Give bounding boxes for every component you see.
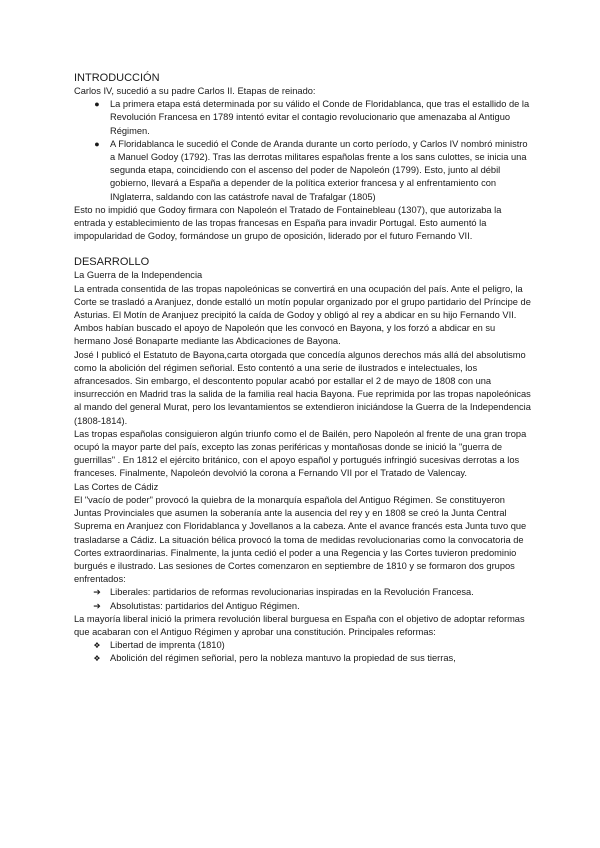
- list-item-text: Liberales: partidarios de reformas revolucionarias inspiradas en la Revolución Francesa.: [110, 587, 474, 598]
- list-item-text: Libertad de imprenta (1810): [110, 640, 225, 651]
- intro-lead: Carlos IV, sucedió a su padre Carlos II. Etapas de reinado:: [74, 86, 316, 96]
- intro-closing-paragraph: Esto no impidió que Godoy firmara con Napoleón el Tratado de Fontainebleau (1307), que autorizaba la entrada y establecimiento de las tropas francesas en España para invadir Portugal. Esto aumentó la impopularidad de Godoy, formándose un grupo de oposición, liderado por el futuro Fernando VII.: [74, 204, 502, 242]
- list-item-text: Abolición del régimen señorial, pero la nobleza mantuvo la propiedad de sus tierras,: [110, 653, 456, 664]
- cortes-groups-list: [74, 586, 534, 612]
- list-item: [74, 639, 534, 652]
- list-item-text: A Floridablanca le sucedió el Conde de Aranda durante un corto período, y Carlos IV nombró ministro a Manuel Godoy (1792). Tras las derrotas militares españolas frente a los sans culottes, se inicia una segunda etapa, coincidiendo con el ascenso del poder de Napoleón (1799). Esto, junto al débil gobierno, llevará a España a depender de la política exterior francesa y al enfrentamiento con INglaterra, saldando con las catástrofe naval de Trafalgar (1805): [110, 138, 528, 202]
- bullet-dot-icon: ●: [94, 99, 100, 110]
- arrow-right-icon: ➔: [93, 600, 101, 611]
- list-item: [74, 138, 534, 204]
- list-item-text: Absolutistas: partidarios del Antiguo Régimen.: [110, 600, 300, 611]
- diamond-bullet-icon: ❖: [93, 654, 101, 664]
- guerra-subheading: La Guerra de la Independencia: [74, 270, 203, 281]
- bullet-dot-icon: ●: [94, 138, 100, 149]
- section-spacer: [74, 243, 534, 255]
- list-item-text: La primera etapa está determinada por su válido el Conde de Floridablanca, que tras el estallido de la Revolución Francesa en 1789 intentó evitar el contagio revolucionario que amenazaba al Antiguo Régimen.: [110, 99, 530, 136]
- guerra-paragraph-2: José I publicó el Estatuto de Bayona,carta otorgada que concedía algunos derechos más allá del absolutismo como la abolición del régimen señorial. Esto contentó a una serie de ilustrados e intelectuales, los afrancesados. Sin embargo, el descontento popular acabó por estallar el 2 de mayo de 1808 con una insurrección en Madrid tras la salida de la familia real hacia Bayona. Fue reprimida por las tropas napoleónicas al mando del general Murat, pero los levantamientos se extendieron iniciándose la Guerra de la Independencia (1808-1814).: [74, 349, 531, 426]
- intro-bullet-list: [74, 98, 534, 204]
- guerra-paragraph-1: La entrada consentida de las tropas napoleónicas se convertirá en una ocupación del país. Ante el peligro, la Corte se trasladó a Aranjuez, donde estalló un motín popular organizado por el grupo partidario del Príncipe de Asturias. El Motín de Aranjuez precipitó la caída de Godoy y obligó al rey a abdicar en su hijo Fernando VII. Ambos habían buscado el apoyo de Napoleón que les convocó en Bayona, y los forzó a abdicar en su hermano José Bonaparte mediante las Abdicaciones de Bayona.: [74, 283, 531, 347]
- intro-heading: INTRODUCCIÓN: [74, 72, 160, 84]
- cortes-subheading: Las Cortes de Cádiz: [74, 481, 159, 492]
- list-item: [74, 586, 534, 599]
- arrow-right-icon: ➔: [93, 587, 101, 598]
- document-body: [74, 71, 534, 666]
- list-item: [74, 652, 534, 665]
- diamond-bullet-icon: ❖: [93, 641, 101, 651]
- guerra-paragraph-3: Las tropas españolas consiguieron algún triunfo como el de Bailén, pero Napoleón al frente de una gran tropa ocupó la mayor parte del país, excepto las zonas periféricas y montañosas donde se inició la "guerra de guerrillas" . En 1812 el ejército británico, con el apoyo español y portugués infringió sucesivas derrotas a los franceses. Finalmente, Napoleón devolvió la corona a Fernando VII por el Tratado de Valencay.: [74, 428, 527, 479]
- reforms-list: [74, 639, 534, 665]
- list-item: [74, 600, 534, 613]
- cortes-paragraph-1: El "vacío de poder" provocó la quiebra de la monarquía española del Antiguo Régimen. Se constituyeron Juntas Provinciales que asumen la soberanía ante la ausencia del rey y en 1808 se creó la Junta Central Suprema en Aranjuez con Floridablanca y Jovellanos a la cabeza. Ante el avance francés esta Junta tuvo que trasladarse a Cádiz. La situación bélica provocó la toma de medidas revolucionarias como la convocatoria de Cortes extraordinarias. Finalmente, la junta cedió el poder a una Regencia y las Cortes tuvieron predominio burgués e ilustrado. Las sesiones de Cortes comenzaron en septiembre de 1810 y se formaron dos grupos enfrentados:: [74, 494, 527, 585]
- desarrollo-heading: DESARROLLO: [74, 256, 150, 269]
- cortes-paragraph-2: La mayoría liberal inició la primera revolución liberal burguesa en España con el objetivo de adoptar reformas que acabaran con el Antiguo Régimen y aprobar una constitución. Principales reformas:: [74, 613, 525, 637]
- list-item: [74, 98, 534, 138]
